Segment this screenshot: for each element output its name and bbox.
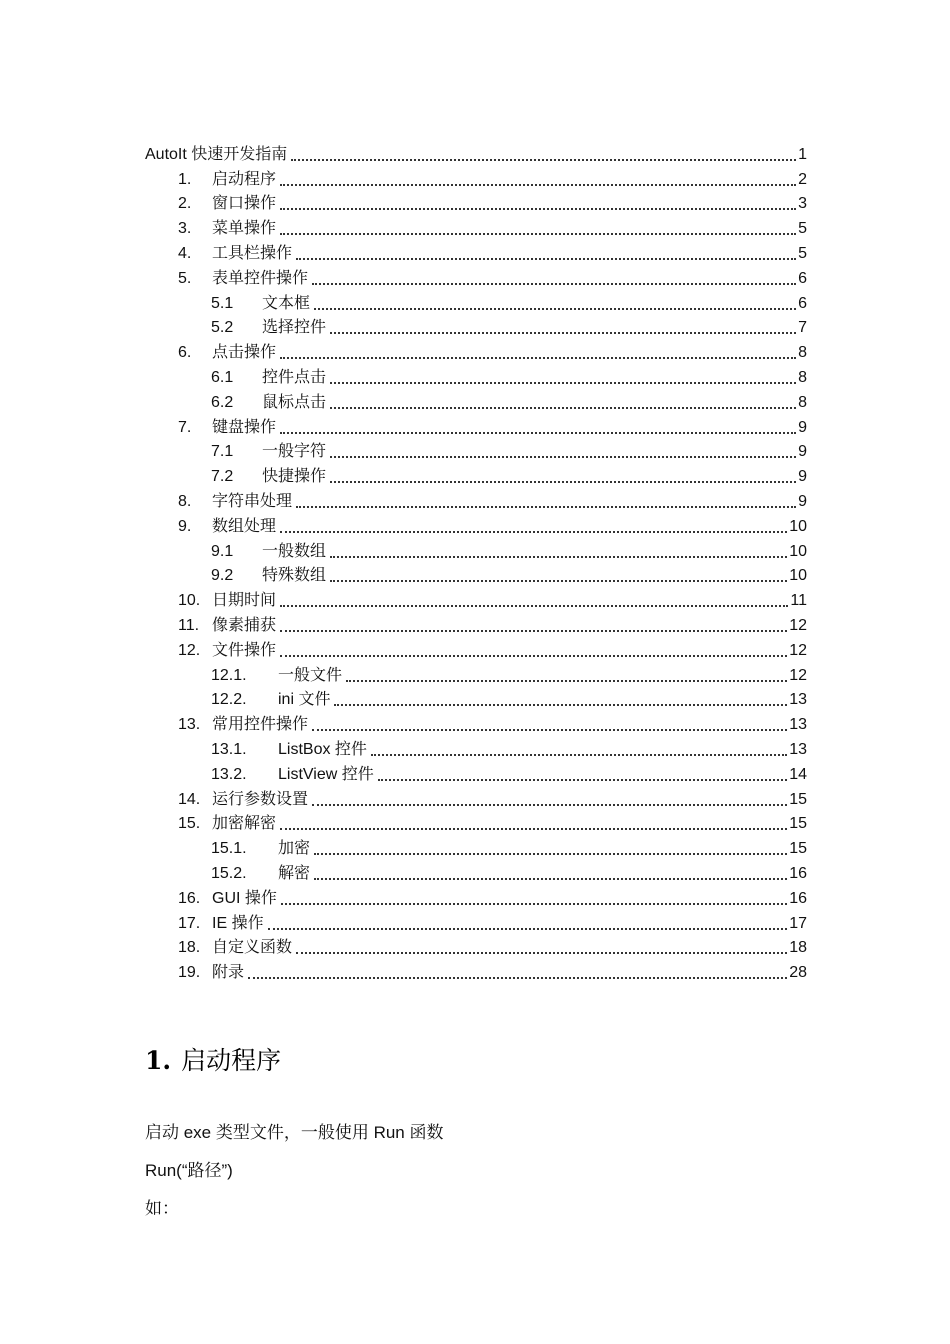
toc-entry-title: ini 文件 [278,691,331,709]
toc-dot-leader [280,432,796,434]
toc-dot-leader [280,233,796,235]
toc-entry-number: 17. [178,914,201,932]
toc-dot-leader [280,655,787,657]
toc-page-number: 14 [789,765,807,783]
toc-dot-leader [312,804,787,806]
body-paragraph: 启动 exe 类型文件，一般使用 Run 函数 [145,1123,444,1142]
toc-entry[interactable] [145,388,807,413]
toc-entry[interactable] [145,289,807,314]
toc-entry-title: ListView 控件 [278,765,374,783]
toc-entry[interactable] [145,239,807,264]
toc-entry-title: 常用控件操作 [212,716,309,734]
toc-entry-number: 13. [178,716,201,734]
toc-entry-number: 9. [178,517,192,535]
toc-entry-title: 字符串处理 [212,492,293,510]
toc-page-number: 11 [790,592,807,610]
toc-entry-title: 工具栏操作 [212,244,293,262]
toc-entry[interactable] [145,512,807,537]
toc-entry-number: 3. [178,220,192,238]
toc-entry[interactable] [145,190,807,215]
toc-entry[interactable] [145,338,807,363]
toc-entry-title: 快捷操作 [262,468,327,486]
toc-entry[interactable] [145,611,807,636]
toc-entry-title: 自定义函数 [212,939,293,957]
toc-entry[interactable] [145,686,807,711]
toc-page-number: 8 [798,393,807,411]
toc-entry-number: 10. [178,592,201,610]
toc-entry[interactable] [145,314,807,339]
toc-entry-number: 8. [178,492,192,510]
toc-page-number: 6 [798,269,807,287]
toc-page-number: 18 [789,939,807,957]
toc-dot-leader [296,506,796,508]
toc-entry-number: 13.2. [211,765,247,783]
toc-page-number: 9 [798,418,807,436]
toc-entry[interactable] [145,586,807,611]
toc-entry-title: AutoIt 快速开发指南 [145,145,288,163]
section-heading [145,1043,281,1079]
toc-entry[interactable] [145,760,807,785]
toc-page-number: 12 [789,641,807,659]
toc-entry-title: 加密 [278,840,311,858]
toc-dot-leader [248,977,787,979]
toc-entry-title: 数组处理 [212,517,277,535]
toc-entry[interactable] [145,487,807,512]
toc-entry-title: 菜单操作 [212,220,277,238]
toc-entry[interactable] [145,264,807,289]
toc-entry-title: 像素捕获 [212,616,277,634]
toc-entry[interactable] [145,810,807,835]
toc-entry-number: 15.2. [211,864,247,882]
toc-entry[interactable] [145,140,807,165]
toc-entry[interactable] [145,909,807,934]
toc-entry-number: 6.1 [211,368,234,386]
toc-entry-number: 6. [178,344,192,362]
toc-entry-number: 5. [178,269,192,287]
toc-dot-leader [378,779,787,781]
toc-page-number: 15 [789,815,807,833]
toc-entry[interactable] [145,562,807,587]
toc-entry[interactable] [145,934,807,959]
toc-entry[interactable] [145,958,807,983]
toc-page-number: 12 [789,666,807,684]
toc-entry-number: 9.2 [211,567,234,585]
toc-entry-title: 文件操作 [212,641,277,659]
toc-entry-number: 12.1. [211,666,247,684]
toc-dot-leader [296,258,796,260]
toc-entry-title: 键盘操作 [212,418,277,436]
body-paragraph: 如： [145,1199,179,1218]
toc-dot-leader [330,407,796,409]
toc-page-number: 10 [789,517,807,535]
toc-page-number: 15 [789,790,807,808]
toc-entry-title: IE 操作 [212,914,264,932]
toc-entry-number: 1. [178,170,192,188]
toc-page-number: 13 [789,740,807,758]
toc-entry-number: 15. [178,815,201,833]
toc-entry[interactable] [145,537,807,562]
toc-entry-title: 附录 [212,964,245,982]
toc-page-number: 13 [789,691,807,709]
toc-entry-number: 7. [178,418,192,436]
toc-entry[interactable] [145,735,807,760]
toc-entry[interactable] [145,165,807,190]
toc-page-number: 16 [789,864,807,882]
toc-page-number: 17 [789,914,807,932]
toc-page-number: 2 [798,170,807,188]
toc-entry-number: 5.1 [211,294,234,312]
toc-page-number: 9 [798,492,807,510]
toc-dot-leader [312,283,796,285]
toc-dot-leader [346,680,787,682]
toc-entry[interactable] [145,462,807,487]
toc-page-number: 5 [798,220,807,238]
toc-page-number: 1 [798,145,807,163]
toc-entry-number: 18. [178,939,201,957]
toc-entry-number: 2. [178,195,192,213]
toc-entry-title: 表单控件操作 [212,269,309,287]
table-of-contents [145,140,807,983]
toc-page-number: 28 [789,964,807,982]
section-title: 启动程序 [181,1046,282,1075]
toc-entry-number: 7.2 [211,468,234,486]
toc-dot-leader [280,208,796,210]
section-number: 1. [145,1046,172,1075]
toc-page-number: 3 [798,195,807,213]
toc-entry-number: 12. [178,641,201,659]
toc-dot-leader [314,878,787,880]
toc-entry[interactable] [145,636,807,661]
toc-entry-title: 特殊数组 [262,567,327,585]
toc-page-number: 8 [798,368,807,386]
toc-entry-title: ListBox 控件 [278,740,367,758]
toc-page-number: 10 [789,542,807,560]
toc-page-number: 12 [789,616,807,634]
toc-dot-leader [312,729,787,731]
toc-entry-number: 7.1 [211,443,234,461]
toc-entry-title: 运行参数设置 [212,790,309,808]
toc-entry[interactable] [145,363,807,388]
toc-entry-title: 文本框 [262,294,311,312]
toc-dot-leader [280,828,787,830]
toc-dot-leader [268,928,788,930]
toc-dot-leader [330,580,787,582]
toc-entry-title: 加密解密 [212,815,277,833]
code-line: Run(“路径”) [145,1161,233,1180]
toc-dot-leader [330,481,796,483]
toc-entry-number: 15.1. [211,840,247,858]
toc-entry-title: 一般字符 [262,443,327,461]
toc-page-number: 10 [789,567,807,585]
toc-entry[interactable] [145,438,807,463]
toc-dot-leader [280,630,787,632]
toc-page-number: 6 [798,294,807,312]
toc-dot-leader [371,754,787,756]
toc-entry-title: 日期时间 [212,592,277,610]
toc-entry-title: 鼠标点击 [262,393,327,411]
toc-dot-leader [314,853,787,855]
toc-dot-leader [334,704,787,706]
toc-dot-leader [314,308,796,310]
toc-dot-leader [296,952,787,954]
toc-entry-number: 9.1 [211,542,234,560]
toc-dot-leader [280,531,787,533]
toc-entry-title: 一般文件 [278,666,343,684]
toc-entry-number: 13.1. [211,740,247,758]
toc-page-number: 5 [798,244,807,262]
toc-entry-title: 启动程序 [212,170,277,188]
toc-entry-number: 16. [178,889,201,907]
toc-entry[interactable] [145,859,807,884]
toc-entry-title: 点击操作 [212,344,277,362]
toc-page-number: 13 [789,716,807,734]
toc-entry-number: 19. [178,964,201,982]
toc-entry-title: 控件点击 [262,368,327,386]
toc-entry[interactable] [145,214,807,239]
toc-page-number: 7 [798,319,807,337]
toc-entry-number: 11. [178,616,200,634]
toc-dot-leader [291,159,796,161]
toc-entry-title: 窗口操作 [212,195,277,213]
toc-dot-leader [330,332,796,334]
toc-page-number: 9 [798,443,807,461]
toc-dot-leader [281,903,787,905]
toc-entry-number: 4. [178,244,192,262]
toc-entry-title: 解密 [278,864,311,882]
toc-entry-number: 12.2. [211,691,247,709]
toc-dot-leader [280,184,796,186]
toc-entry-title: GUI 操作 [212,889,277,907]
toc-entry-number: 5.2 [211,319,234,337]
toc-entry[interactable] [145,661,807,686]
toc-dot-leader [280,605,788,607]
toc-dot-leader [330,382,796,384]
toc-page-number: 16 [789,889,807,907]
toc-page-number: 9 [798,468,807,486]
toc-dot-leader [330,556,787,558]
toc-entry-title: 选择控件 [262,319,327,337]
toc-entry-number: 6.2 [211,393,234,411]
toc-entry-number: 14. [178,790,201,808]
toc-page-number: 15 [789,840,807,858]
toc-entry[interactable] [145,785,807,810]
toc-dot-leader [280,357,796,359]
toc-dot-leader [330,456,796,458]
toc-entry-title: 一般数组 [262,542,327,560]
toc-entry[interactable] [145,834,807,859]
toc-entry[interactable] [145,710,807,735]
toc-entry[interactable] [145,884,807,909]
toc-entry[interactable] [145,413,807,438]
toc-page-number: 8 [798,344,807,362]
